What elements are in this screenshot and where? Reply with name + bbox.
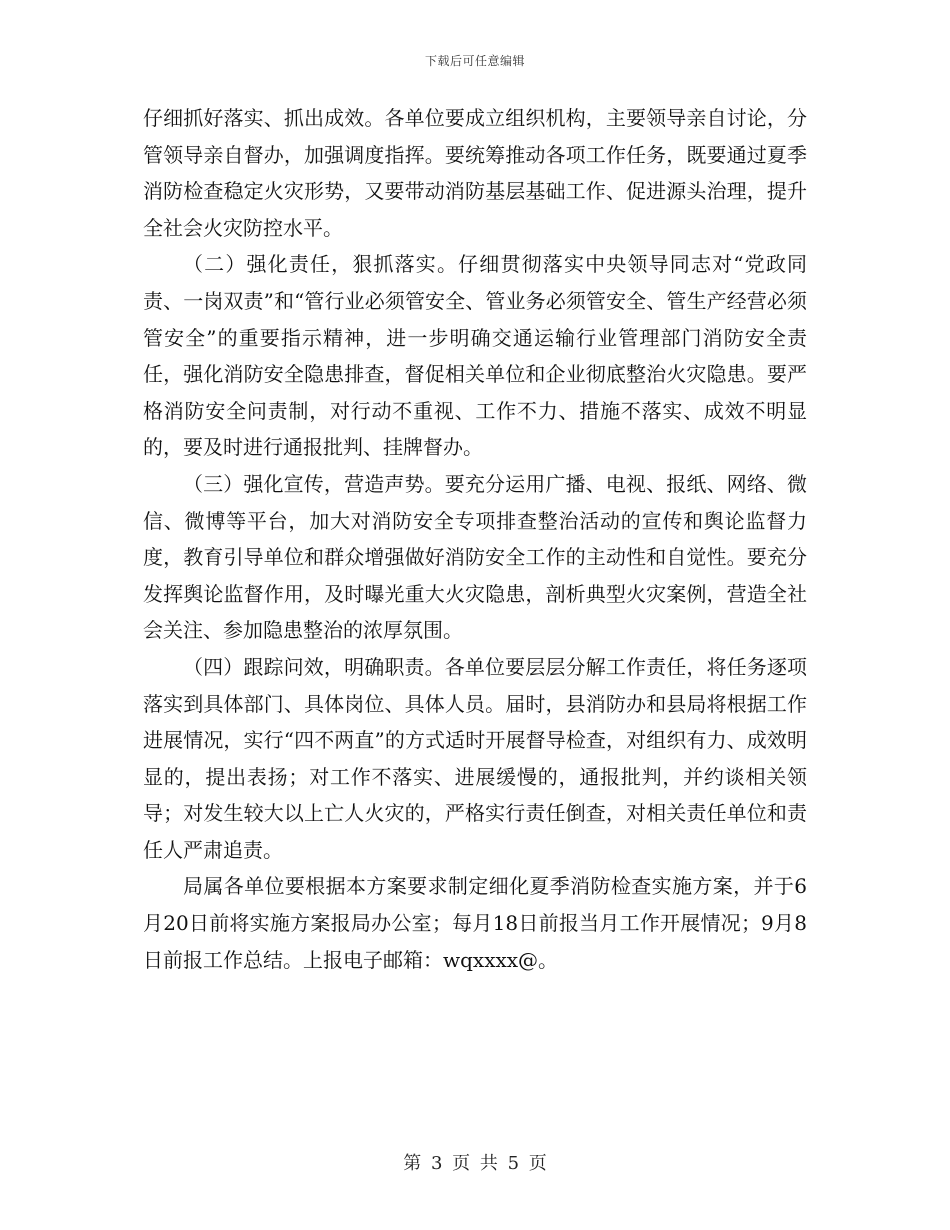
document-body [143, 100, 807, 978]
paragraph-section-2: （二）强化责任，狠抓落实。仔细贯彻落实中央领导同志对“党政同责、一岗双责”和“管行业必须管安全、管业务必须管安全、管生产经营必须管安全”的重要指示精神，进一步明确交通运输行业管理部门消防安全责任，强化消防安全隐患排查，督促相关单位和企业彻底整治火灾隐患。要严格消防安全问责制，对行动不重视、工作不力、措施不落实、成效不明显的，要及时进行通报批判、挂牌督办。 [143, 252, 807, 460]
page-number-footer: 第 3 页 共 5 页 [403, 1153, 547, 1174]
paragraph-closing: 局属各单位要根据本方案要求制定细化夏季消防检查实施方案，并于6月20日前将实施方案报局办公室；每月18日前报当月工作开展情况；9月8日前报工作总结。上报电子邮箱：wqxxxx@。 [143, 874, 807, 972]
paragraph-section-3: （三）强化宣传，营造声势。要充分运用广播、电视、报纸、网络、微信、微博等平台，加大对消防安全专项排查整治活动的宣传和舆论监督力度，教育引导单位和群众增强做好消防安全工作的主动性和自觉性。要充分发挥舆论监督作用，及时曝光重大火灾隐患，剖析典型火灾案例，营造全社会关注、参加隐患整治的浓厚氛围。 [143, 471, 807, 643]
paragraph-continuation: 仔细抓好落实、抓出成效。各单位要成立组织机构，主要领导亲自讨论，分管领导亲自督办，加强调度指挥。要统筹推动各项工作任务，既要通过夏季消防检查稳定火灾形势，又要带动消防基层基础工作、促进源头治理，提升全社会火灾防控水平。 [143, 106, 807, 240]
paragraph-section-4: （四）跟踪问效，明确职责。各单位要层层分解工作责任，将任务逐项落实到具体部门、具体岗位、具体人员。届时，县消防办和县局将根据工作进展情况，实行“四不两直”的方式适时开展督导检查，对组织有力、成效明显的，提出表扬；对工作不落实、进展缓慢的，通报批判，并约谈相关领导；对发生较大以上亡人火灾的，严格实行责任倒查，对相关责任单位和责任人严肃追责。 [143, 654, 807, 862]
page-header: 下载后可任意编辑 [424, 54, 525, 68]
